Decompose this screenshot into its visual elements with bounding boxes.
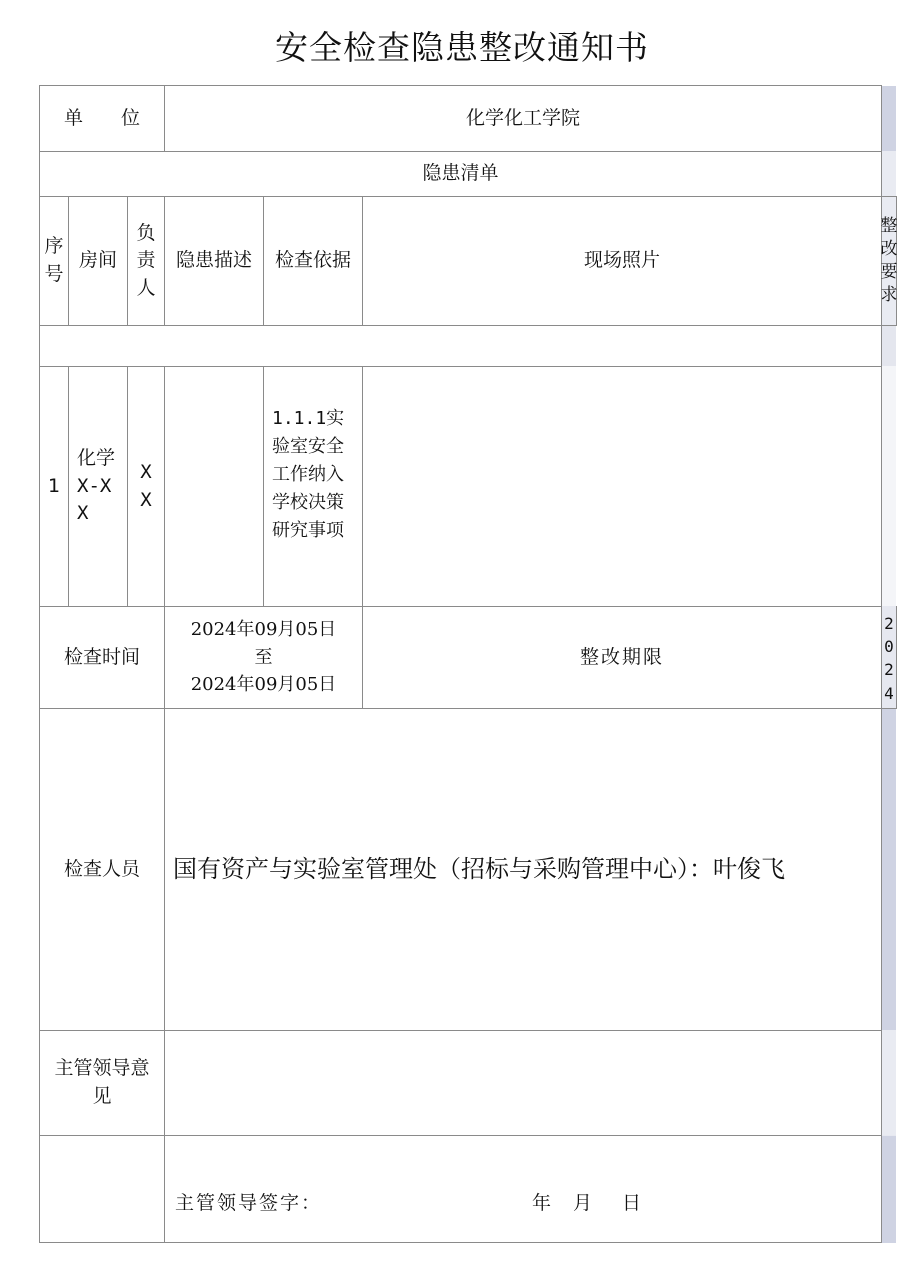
hazard-list-title: 隐患清单 — [422, 162, 499, 185]
signature-label: 主管领导签字： — [175, 1192, 323, 1215]
row-index: 1 — [47, 474, 61, 497]
inspection-time-value — [165, 607, 362, 708]
leader-opinion-label: 主管领导意见 — [54, 1057, 150, 1107]
inspectors-value: 国有资产与实验室管理处（招标与采购管理中心）：叶俊飞 — [173, 855, 785, 884]
row-description — [165, 367, 263, 606]
row-room: 化学X-XX — [77, 447, 116, 525]
inspection-start: 2024年09月05日 — [190, 618, 337, 640]
row-photo — [363, 367, 881, 606]
header-description: 隐患描述 — [175, 249, 252, 272]
row-basis: 1.1.1实验室安全工作纳入学校决策研究事项 — [272, 408, 345, 541]
signature-day: 日 — [622, 1192, 642, 1215]
page-title: 安全检查隐患整改通知书 — [275, 28, 649, 67]
inspection-separator: 至 — [254, 646, 273, 668]
deadline-value: 2024 — [884, 614, 894, 703]
inspection-end: 2024年09月05日 — [190, 674, 337, 696]
header-owner: 负责人 — [136, 221, 156, 299]
deadline-label: 整改期限 — [579, 645, 664, 668]
inspectors-label: 检查人员 — [63, 857, 140, 880]
unit-label: 单 位 — [63, 106, 140, 129]
header-photo: 现场照片 — [583, 249, 660, 272]
signature-blank — [40, 1136, 164, 1242]
row-owner: XX — [140, 460, 152, 511]
header-basis: 检查依据 — [274, 249, 351, 272]
header-room: 房间 — [78, 249, 117, 272]
signature-month: 月 — [573, 1192, 593, 1215]
header-requirement: 整改要求 — [880, 216, 898, 305]
inspection-time-label: 检查时间 — [63, 645, 140, 668]
leader-opinion-value — [165, 1031, 881, 1135]
header-index: 序号 — [44, 235, 64, 285]
signature-year: 年 — [532, 1192, 552, 1215]
unit-value: 化学化工学院 — [465, 106, 580, 129]
signature-area — [165, 1136, 881, 1242]
